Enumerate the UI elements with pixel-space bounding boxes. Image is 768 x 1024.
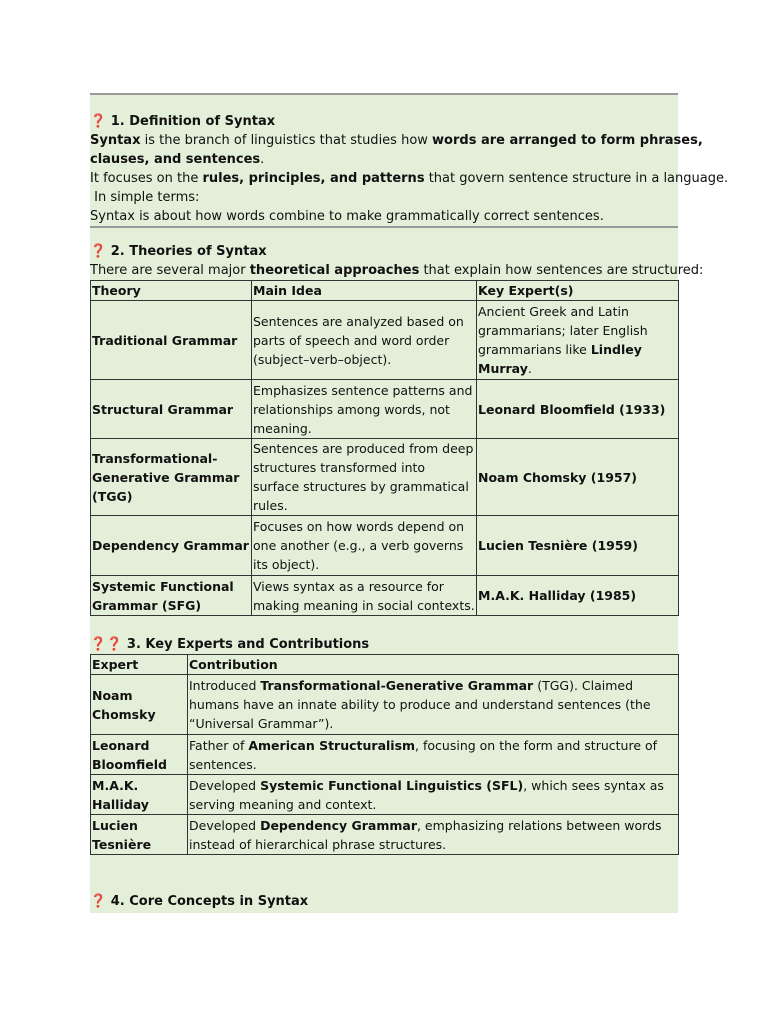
table-row	[91, 380, 679, 439]
contribution-cell: Father of American Structuralism, focusing on the form and structure of sentences.	[188, 735, 679, 775]
main-idea-cell: Sentences are produced from deep structures transformed into surface structures by grammatical rules.	[252, 439, 477, 516]
key-expert-cell: Lucien Tesnière (1959)	[477, 516, 679, 576]
table-row	[91, 301, 679, 380]
experts-table-header	[91, 655, 679, 675]
theories-section	[90, 228, 704, 616]
definition-line-3: It focuses on the rules, principles, and patterns that govern sentence structure in a language.	[90, 171, 729, 186]
theory-cell: Transformational-Generative Grammar (TGG)	[91, 439, 252, 516]
document-body	[90, 93, 729, 913]
experts-section	[90, 616, 678, 913]
theory-cell: Dependency Grammar	[91, 516, 252, 576]
table-row	[91, 775, 679, 815]
column-header: Main Idea	[252, 281, 477, 301]
main-idea-cell: Focuses on how words depend on one another (e.g., a verb governs its object).	[252, 516, 477, 576]
column-header: Theory	[91, 281, 252, 301]
key-expert-cell: Leonard Bloomfield (1933)	[477, 380, 679, 439]
theories-heading: ❓ 2. Theories of Syntax	[90, 244, 267, 259]
expert-cell: Noam Chomsky	[91, 675, 188, 735]
key-expert-cell: M.A.K. Halliday (1985)	[477, 576, 679, 616]
definition-line-1: Syntax is the branch of linguistics that studies how words are arranged to form phrases,	[90, 133, 703, 148]
table-row	[91, 439, 679, 516]
column-header: Expert	[91, 655, 188, 675]
main-idea-cell: Emphasizes sentence patterns and relationships among words, not meaning.	[252, 380, 477, 439]
expert-cell: M.A.K. Halliday	[91, 775, 188, 815]
main-idea-cell: Sentences are analyzed based on parts of speech and word order (subject–verb–object).	[252, 301, 477, 380]
expert-cell: Leonard Bloomfield	[91, 735, 188, 775]
theories-intro: There are several major theoretical approaches that explain how sentences are structured:	[90, 263, 704, 278]
experts-table	[90, 654, 679, 855]
contribution-cell: Developed Systemic Functional Linguistics (SFL), which sees syntax as serving meaning and context.	[188, 775, 679, 815]
definition-line-2: clauses, and sentences.	[90, 152, 265, 167]
theory-cell: Structural Grammar	[91, 380, 252, 439]
table-row	[91, 516, 679, 576]
core-concepts-heading: ❓ 4. Core Concepts in Syntax	[90, 894, 309, 909]
experts-heading: ❓❓ 3. Key Experts and Contributions	[90, 637, 370, 652]
definition-heading: ❓ 1. Definition of Syntax	[90, 114, 276, 129]
column-header: Key Expert(s)	[477, 281, 679, 301]
table-row	[91, 675, 679, 735]
table-row	[91, 735, 679, 775]
table-row	[91, 576, 679, 616]
key-expert-cell: Ancient Greek and Latin grammarians; later English grammarians like Lindley Murray.	[477, 301, 679, 380]
theory-cell: Traditional Grammar	[91, 301, 252, 380]
expert-cell: Lucien Tesnière	[91, 815, 188, 855]
theories-table-header	[91, 281, 679, 301]
definition-line-4: In simple terms:	[90, 190, 200, 205]
theories-table	[90, 280, 679, 616]
contribution-cell: Developed Dependency Grammar, emphasizing relations between words instead of hierarchical phrase structures.	[188, 815, 679, 855]
definition-section	[90, 95, 729, 226]
key-expert-cell: Noam Chomsky (1957)	[477, 439, 679, 516]
definition-line-5: Syntax is about how words combine to make grammatically correct sentences.	[90, 209, 604, 224]
contribution-cell: Introduced Transformational-Generative Grammar (TGG). Claimed humans have an innate ability to produce and understand sentences (the “Universal Grammar”).	[188, 675, 679, 735]
table-row	[91, 815, 679, 855]
theory-cell: Systemic Functional Grammar (SFG)	[91, 576, 252, 616]
main-idea-cell: Views syntax as a resource for making meaning in social contexts.	[252, 576, 477, 616]
column-header: Contribution	[188, 655, 679, 675]
